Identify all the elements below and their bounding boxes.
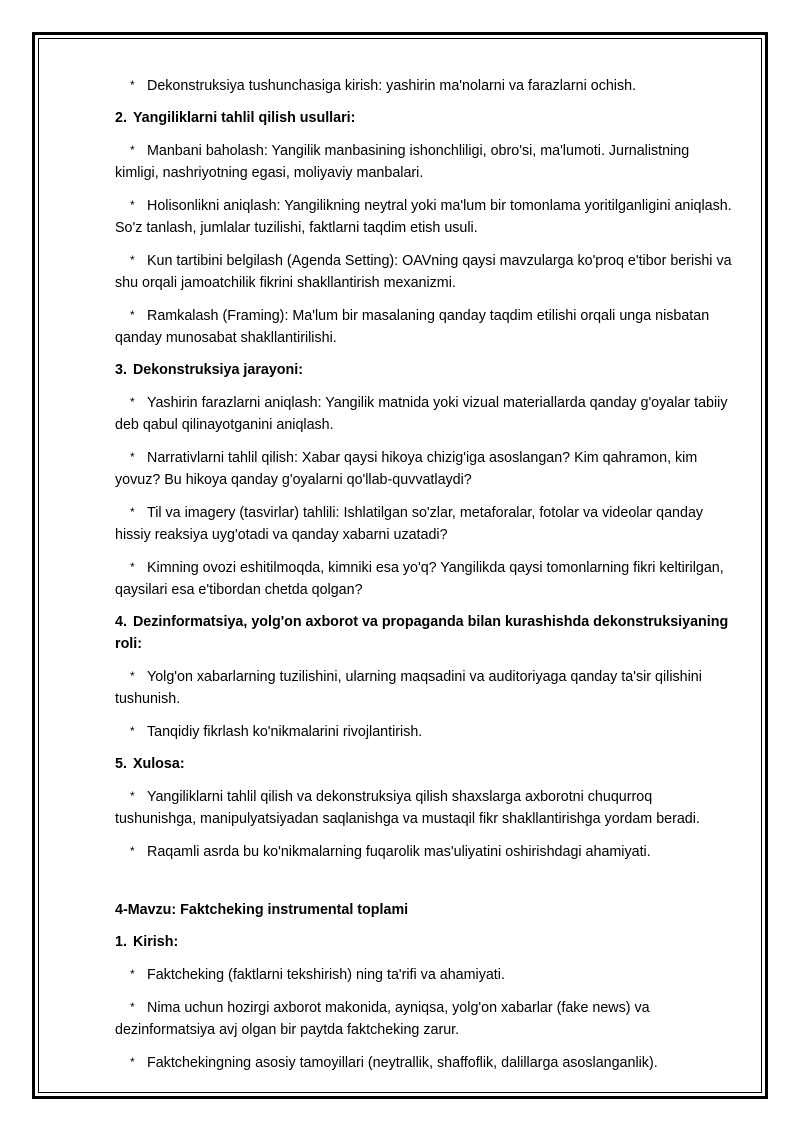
list-item: * Yashirin farazlarni aniqlash: Yangilik matnida yoki vizual materiallarda qanday g'oyalar tabiiy deb qabul qilinayotganini aniqlash. bbox=[115, 395, 728, 433]
list-item: * Til va imagery (tasvirlar) tahlili: Ishlatilgan so'zlar, metaforalar, fotolar va videolar qanday hissiy reaksiya uyg'otadi va qanday xabarni uzatadi? bbox=[115, 505, 704, 543]
list-item: * Ramkalash (Framing): Ma'lum bir masalaning qanday taqdim etilishi orqali unga nisbatan qanday munosabat shakllantirilishi. bbox=[115, 308, 710, 346]
section-heading-3: 3. Dekonstruksiya jarayoni: bbox=[115, 362, 303, 378]
section-heading-5: 5. Xulosa: bbox=[115, 756, 185, 772]
list-item: * Yangiliklarni tahlil qilish va dekonstruksiya qilish shaxslarga axborotni chuqurroq tushunishga, manipulyatsiyadan saqlanishga va mustaqil fikr shakllantirishga yordam beradi. bbox=[115, 789, 700, 827]
list-item: * Holisonlikni aniqlash: Yangilikning neytral yoki ma'lum bir tomonlama yoritilganligini aniqlash. So'z tanlash, jumlalar tuzilishi, faktlarni taqdim etish usuli. bbox=[115, 198, 732, 236]
list-item: * Kun tartibini belgilash (Agenda Setting): OAVning qaysi mavzularga ko'proq e'tibor berishi va shu orqali jamoatchilik fikrini shakllantirish mexanizmi. bbox=[115, 253, 732, 291]
section-heading-1: 1. Kirish: bbox=[115, 934, 179, 950]
list-item: * Kimning ovozi eshitilmoqda, kimniki esa yo'q? Yangilikda qaysi tomonlarning fikri keltirilgan, qaysilari esa e'tibordan chetda qolgan? bbox=[115, 560, 724, 598]
list-item: * Faktchekingning asosiy tamoyillari (neytrallik, shaffoflik, dalillarga asoslanganlik). bbox=[130, 1055, 658, 1071]
list-item: * Tanqidiy fikrlash ko'nikmalarini rivojlantirish. bbox=[130, 724, 423, 740]
list-item: * Dekonstruksiya tushunchasiga kirish: yashirin ma'nolarni va farazlarni ochish. bbox=[130, 78, 637, 94]
topic-title: 4-Mavzu: Faktcheking instrumental toplami bbox=[115, 902, 409, 918]
document-body bbox=[115, 74, 735, 1084]
list-item: * Faktcheking (faktlarni tekshirish) ning ta'rifi va ahamiyati. bbox=[130, 967, 505, 983]
list-item: * Yolg'on xabarlarning tuzilishini, ularning maqsadini va auditoriyaga qanday ta'sir qilishini tushunish. bbox=[115, 669, 702, 707]
list-item: * Nima uchun hozirgi axborot makonida, ayniqsa, yolg'on xabarlar (fake news) va dezinformatsiya avj olgan bir paytda faktcheking zarur. bbox=[115, 1000, 650, 1038]
section-heading-4: 4. Dezinformatsiya, yolg'on axborot va propaganda bilan kurashishda dekonstruksiyaning roli: bbox=[115, 614, 729, 652]
list-item: * Raqamli asrda bu ko'nikmalarning fuqarolik mas'uliyatini oshirishdagi ahamiyati. bbox=[130, 844, 651, 860]
list-item: * Manbani baholash: Yangilik manbasining ishonchliligi, obro'si, ma'lumoti. Jurnalistning kimligi, nashriyotning egasi, moliyaviy manbalari. bbox=[115, 143, 690, 181]
section-heading-2: 2. Yangiliklarni tahlil qilish usullari: bbox=[115, 110, 356, 126]
list-item: * Narrativlarni tahlil qilish: Xabar qaysi hikoya chizig'iga asoslangan? Kim qahramon, kim yovuz? Bu hikoya qanday g'oyalarni qo'llab-quvvatlaydi? bbox=[115, 450, 698, 488]
